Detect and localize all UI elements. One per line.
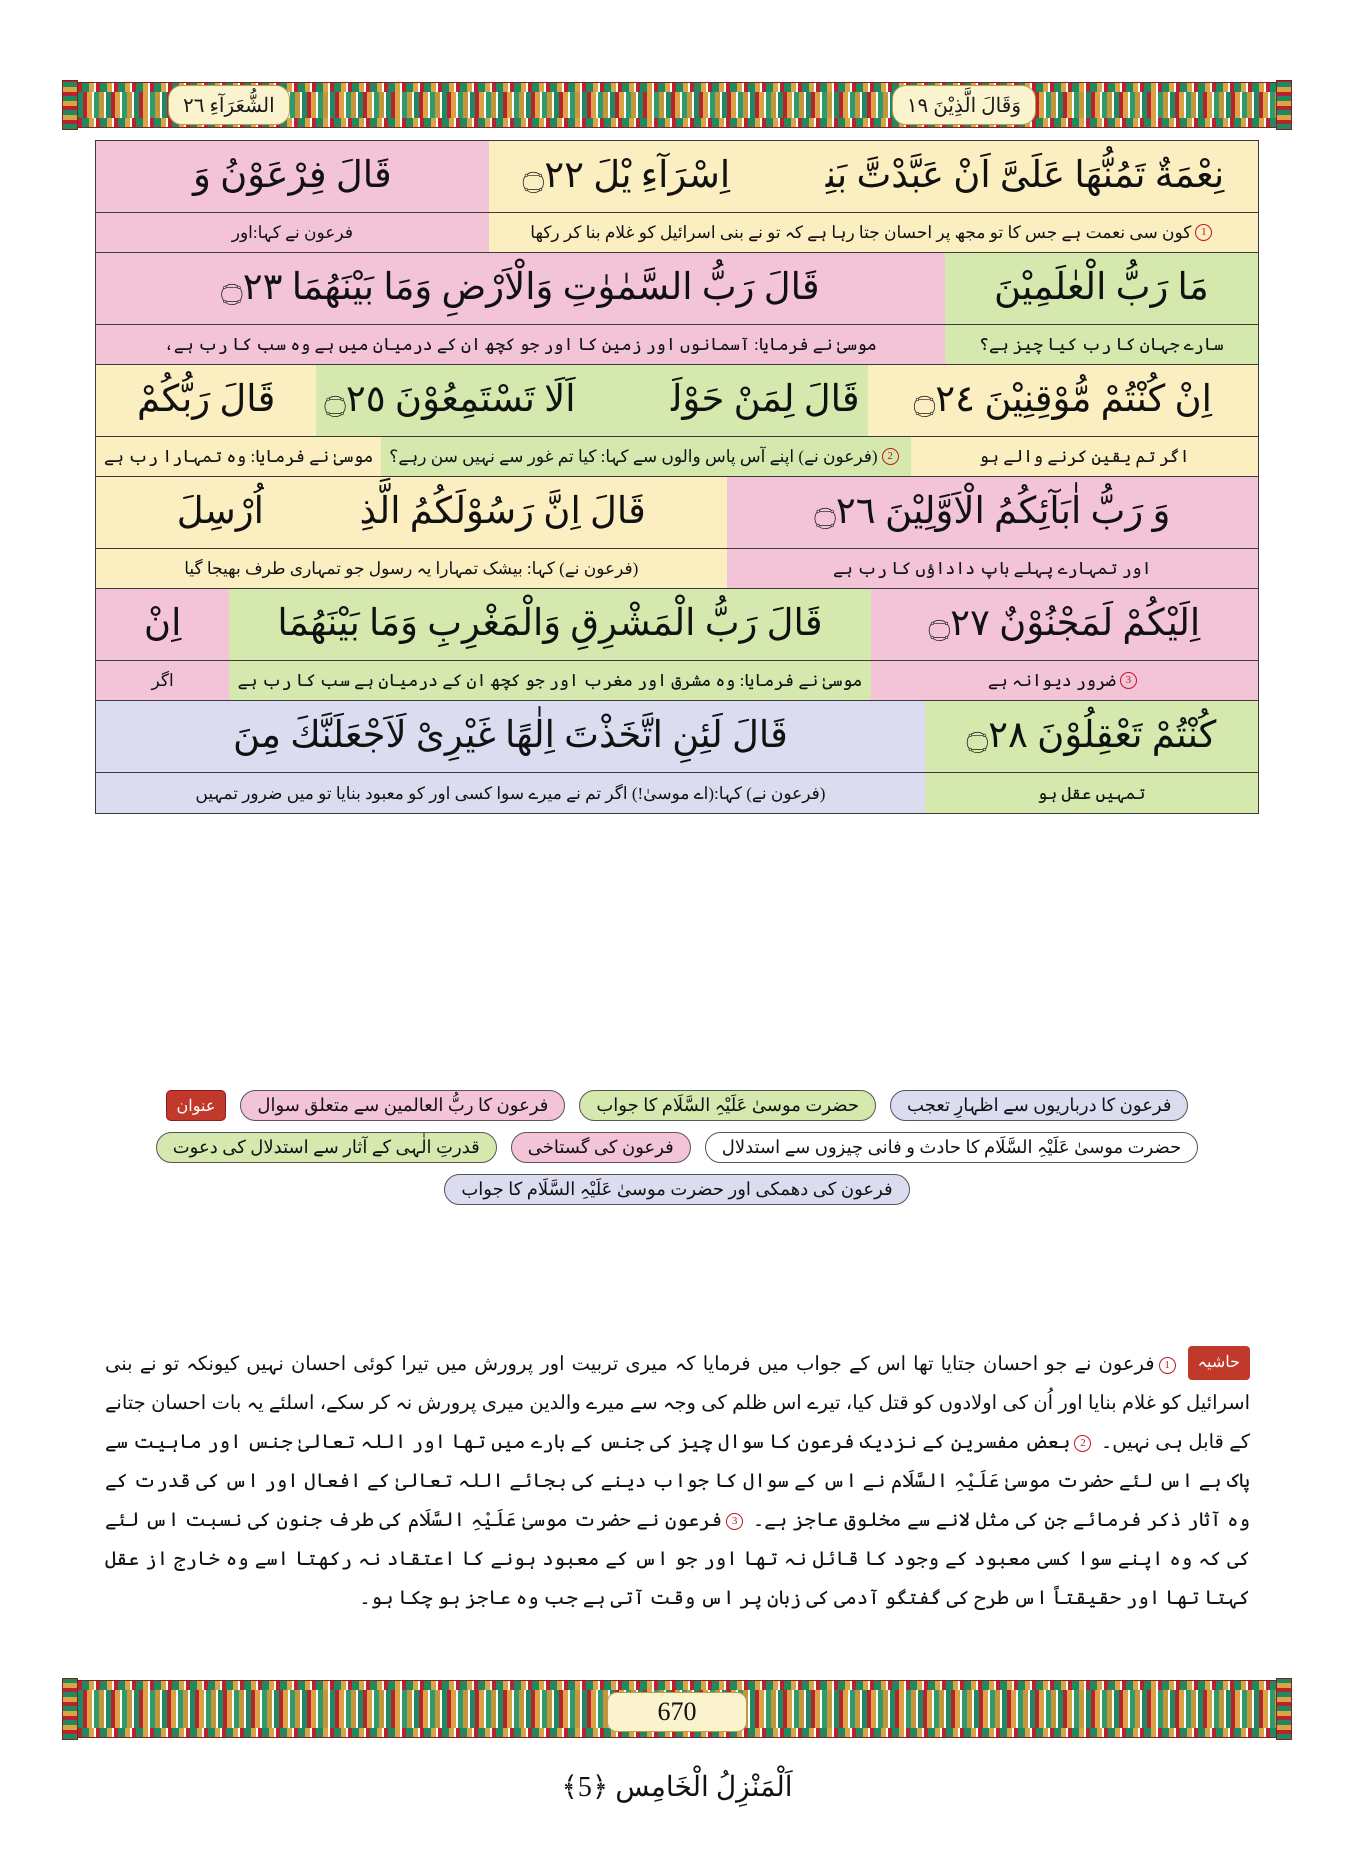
topic-row bbox=[95, 1132, 1259, 1163]
translation-segment: اگر bbox=[96, 661, 229, 700]
topic-pill[interactable]: فرعون کا درباریوں سے اظہارِ تعجب bbox=[890, 1090, 1188, 1121]
topic-pill[interactable]: قدرتِ الٰہی کے آثار سے استدلال کی دعوت bbox=[156, 1132, 497, 1163]
header-ornament-cap-right bbox=[1276, 80, 1292, 130]
ayah-row bbox=[96, 253, 1258, 325]
ayah-segment: قَالَ لِمَنْ حَوْلَهٗۤ اَلَا تَسْتَمِعُوْنَ ۝٢٥ bbox=[316, 365, 867, 436]
ayah-segment: قَالَ رَبُّ السَّمٰوٰتِ وَالْاَرْضِ وَمَا بَيْنَهُمَا ۝٢٣ bbox=[96, 253, 945, 324]
ayah-row bbox=[96, 365, 1258, 437]
translation-text: کون سی نعمت ہے جس کا تو مجھ پر احسان جتا رہا ہے کہ تو نے بنی اسرائیل کو غلام بنا کر رکھا bbox=[530, 223, 1192, 242]
translation-segment: (فرعون نے) کہا:(اے موسیٰ!) اگر تم نے میرے سوا کسی اور کو معبود بنایا تو میں ضرور تمہیں bbox=[96, 773, 925, 813]
ayah-segment: اِلَيْكُمْ لَمَجْنُوْنٌ ۝٢٧ bbox=[871, 589, 1258, 660]
topic-pill[interactable]: حضرت موسیٰ عَلَیْہِ السَّلَام کا حادث و فانی چیزوں سے استدلال bbox=[705, 1132, 1199, 1163]
ayah-segment: كُنْتُمْ تَعْقِلُوْنَ ۝٢٨ bbox=[925, 701, 1258, 772]
footer-ornament-cap-left bbox=[62, 1678, 78, 1740]
ayah-segment: قَالَ لَئِنِ اتَّخَذْتَ اِلٰهًا غَيْرِىْ لَاَجْعَلَنَّكَ مِنَ bbox=[96, 701, 925, 772]
footnote-body bbox=[105, 1345, 1250, 1618]
translation-segment: موسیٰ نے فرمایا: وہ مشرق اور مغرب اور جو کچھ ان کے درمیان ہے سب کا رب ہے bbox=[229, 661, 870, 700]
translation-segment: اگر تم یقین کرنے والے ہو bbox=[911, 437, 1258, 476]
footnote-marker-1[interactable]: 1 bbox=[1195, 224, 1212, 241]
translation-segment bbox=[489, 213, 1258, 252]
topic-row bbox=[95, 1174, 1259, 1205]
ayah-segment: قَالَ رَبُّكُمْ bbox=[96, 365, 316, 436]
ayah-segment: مَا رَبُّ الْعٰلَمِيْنَ bbox=[945, 253, 1258, 324]
footnote-number-3: 3 bbox=[726, 1513, 743, 1530]
ayah-segment: قَالَ اِنَّ رَسُوْلَكُمُ الَّذِىْۤ اُرْسِلَ bbox=[96, 477, 727, 548]
footnote-number-1: 1 bbox=[1159, 1357, 1176, 1374]
manzil-label: اَلْمَنْزِلُ الْخَامِس ﴿5﴾ bbox=[561, 1772, 793, 1803]
topic-pill[interactable]: فرعون کی گستاخی bbox=[511, 1132, 691, 1163]
translation-segment: اور تمہارے پہلے باپ داداؤں کا رب ہے bbox=[727, 549, 1258, 588]
hashia-tag: حاشیہ bbox=[1188, 1346, 1250, 1380]
page-number: 670 bbox=[607, 1692, 747, 1732]
ayah-segment: اِنْ bbox=[96, 589, 229, 660]
translation-segment: سارے جہان کا رب کیا چیز ہے؟ bbox=[945, 325, 1258, 364]
ayah-row bbox=[96, 701, 1258, 773]
translation-segment: موسیٰ نے فرمایا: آسمانوں اور زمین کا اور جو کچھ ان کے درمیان میں ہے وہ سب کا رب ہے، bbox=[96, 325, 945, 364]
footnote-marker-3[interactable]: 3 bbox=[1120, 672, 1137, 689]
translation-segment: موسیٰ نے فرمایا: وہ تمہارا رب ہے bbox=[96, 437, 381, 476]
footnote-text: فرعون نے حضرت موسیٰ عَلَیْہِ السَّلَام کی طرف جنون کی نسبت اس لئے کی کہ وہ اپنے سوا کسی معبود کے وجود کا قائل نہ تھا اور جو اس کے معبود ہونے کا اعتقاد نہ رکھتا اسے وہ خارج از عقل کہتا تھا اور حقیقتاً اس طرح کی گفتگو آدمی کی زبان پر اس وقت آتی ہے جب وہ عاجز ہو چکا ہو۔ bbox=[105, 1510, 1250, 1609]
topic-heading-section bbox=[95, 1090, 1259, 1216]
topic-pill[interactable]: فرعون کی دھمکی اور حضرت موسیٰ عَلَیْہِ السَّلَام کا جواب bbox=[444, 1174, 909, 1205]
ayah-segment: قَالَ رَبُّ الْمَشْرِقِ وَالْمَغْرِبِ وَمَا بَيْنَهُمَا bbox=[229, 589, 870, 660]
ruku-marker-cartouche: وَقَالَ الَّذِيْنَ ١٩ bbox=[892, 85, 1036, 125]
translation-row bbox=[96, 549, 1258, 589]
ayah-segment: اِنْ كُنْتُمْ مُّوْقِنِيْنَ ۝٢٤ bbox=[868, 365, 1258, 436]
footnote-section bbox=[105, 1345, 1250, 1618]
topics-label: عنوان bbox=[166, 1090, 227, 1121]
ayah-segment: وَ رَبُّ اٰبَآئِكُمُ الْاَوَّلِيْنَ ۝٢٦ bbox=[727, 477, 1258, 548]
translation-row bbox=[96, 661, 1258, 701]
translation-row bbox=[96, 325, 1258, 365]
translation-row bbox=[96, 213, 1258, 253]
ayah-row bbox=[96, 477, 1258, 549]
translation-segment bbox=[381, 437, 910, 476]
translation-segment: تمہیں عقل ہو bbox=[925, 773, 1258, 813]
verse-translation-table bbox=[95, 140, 1259, 814]
translation-segment: فرعون نے کہا:اور bbox=[96, 213, 489, 252]
translation-row bbox=[96, 773, 1258, 813]
footnote-number-2: 2 bbox=[1074, 1435, 1091, 1452]
footnote-marker-2[interactable]: 2 bbox=[882, 448, 899, 465]
ayah-row bbox=[96, 589, 1258, 661]
translation-text: (فرعون نے) اپنے آس پاس والوں سے کہا: کیا تم غور سے نہیں سن رہے؟ bbox=[389, 447, 878, 466]
footnote-text: فرعون نے جو احسان جتایا تھا اس کے جواب میں فرمایا کہ میری تربیت اور پرورش میں تیرا کوئی احسان نہیں کیونکہ تو نے بنی اسرائیل کو غلام بنایا اور اُن کی اولادوں کو قتل کیا، تیرے اس ظلم کی وجہ سے میرے والدین میری پرورش نہ کر سکے، اسلئے یہ بات احسان جتانے کے قابل ہی نہیں۔ bbox=[105, 1354, 1251, 1453]
translation-segment: (فرعون نے) کہا: بیشک تمہارا یہ رسول جو تمہاری طرف بھیجا گیا bbox=[96, 549, 727, 588]
topic-pill[interactable]: حضرت موسیٰ عَلَیْہِ السَّلَام کا جواب bbox=[579, 1090, 876, 1121]
translation-text: ضرور دیوانہ ہے bbox=[987, 671, 1116, 690]
ayah-segment: نِعْمَةٌ تَمُنُّهَا عَلَىَّ اَنْ عَبَّدْتَّ بَنِىْۤ اِسْرَآءِ یْلَ ۝٢٢ bbox=[489, 141, 1258, 212]
translation-segment bbox=[871, 661, 1258, 700]
ayah-segment: قَالَ فِرْعَوْنُ وَ bbox=[96, 141, 489, 212]
footnote-text: بعض مفسرین کے نزدیک فرعون کا سوال چیز کی جنس کے بارے میں تھا اور اللہ تعالیٰ جنس اور ماہیت سے پاک ہے اس لئے حضرت موسیٰ عَلَیْہِ السَّلَام نے اس کے سوال کا جواب دینے کی بجائے اللہ تعالیٰ کے افعال اور اس کی قدرت کے وہ آثار ذکر فرمائے جن کی مثل لانے سے مخلوق عاجز ہے۔ bbox=[105, 1432, 1251, 1531]
topic-pill[interactable]: فرعون کا ربُّ العالمین سے متعلق سوال bbox=[240, 1090, 565, 1121]
surah-name-cartouche: الشُّعَرَآءِ ٢٦ bbox=[168, 85, 290, 125]
footer-ornament-cap-right bbox=[1276, 1678, 1292, 1740]
ayah-row bbox=[96, 141, 1258, 213]
header-ornament-cap-left bbox=[62, 80, 78, 130]
translation-row bbox=[96, 437, 1258, 477]
topic-row bbox=[95, 1090, 1259, 1121]
